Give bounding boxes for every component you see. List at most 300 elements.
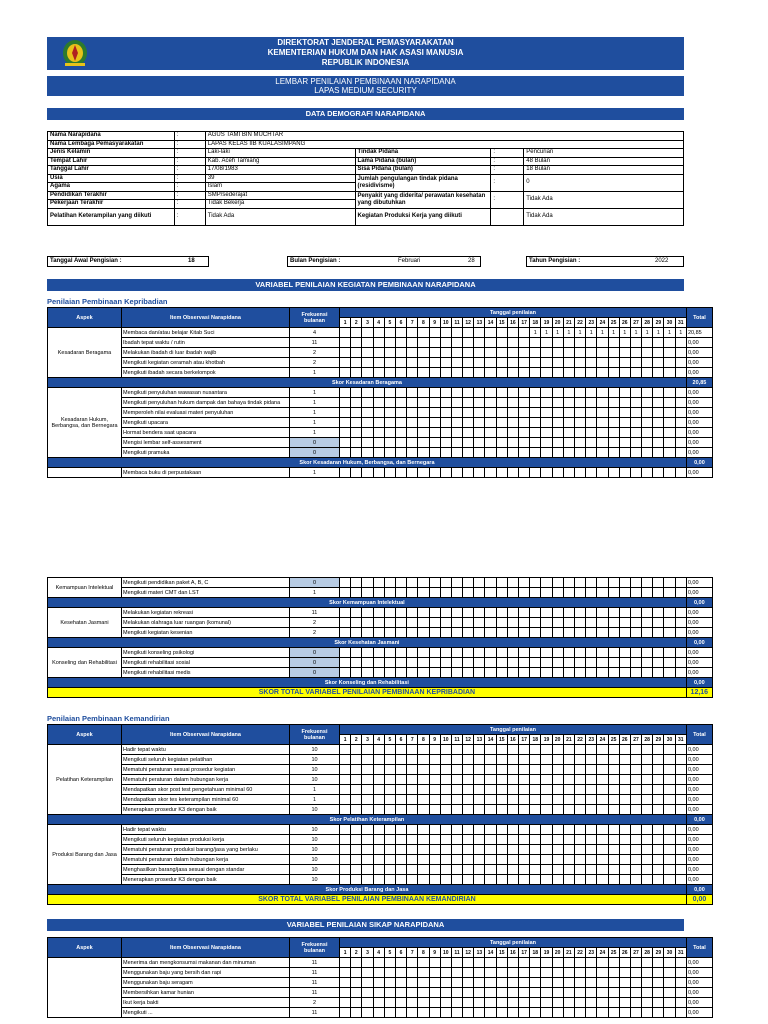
day-cell[interactable]	[507, 448, 518, 458]
day-cell[interactable]	[418, 765, 429, 775]
day-cell[interactable]	[451, 855, 462, 865]
day-cell[interactable]	[519, 755, 530, 765]
day-cell[interactable]	[653, 448, 664, 458]
day-cell[interactable]	[496, 588, 507, 598]
day-cell[interactable]	[351, 428, 362, 438]
day-cell[interactable]	[586, 368, 597, 378]
day-cell[interactable]	[496, 428, 507, 438]
day-cell[interactable]	[362, 805, 373, 815]
day-cell[interactable]	[530, 618, 541, 628]
day-cell[interactable]	[563, 988, 574, 998]
day-cell[interactable]	[474, 998, 485, 1008]
day-cell[interactable]	[608, 988, 619, 998]
day-cell[interactable]	[474, 408, 485, 418]
day-cell[interactable]	[451, 418, 462, 428]
day-cell[interactable]	[362, 835, 373, 845]
day-cell[interactable]	[608, 368, 619, 378]
day-cell[interactable]	[485, 628, 496, 638]
day-cell[interactable]	[507, 998, 518, 1008]
day-cell[interactable]	[496, 865, 507, 875]
day-cell[interactable]	[642, 775, 653, 785]
day-cell[interactable]	[351, 775, 362, 785]
day-cell[interactable]	[362, 765, 373, 775]
day-cell[interactable]	[530, 875, 541, 885]
day-cell[interactable]	[519, 795, 530, 805]
day-cell[interactable]	[340, 438, 351, 448]
day-cell[interactable]	[451, 765, 462, 775]
day-cell[interactable]	[440, 745, 451, 755]
day-cell[interactable]	[597, 968, 608, 978]
day-cell[interactable]	[507, 775, 518, 785]
day-cell[interactable]	[485, 988, 496, 998]
day-cell[interactable]	[407, 988, 418, 998]
day-cell[interactable]	[440, 998, 451, 1008]
day-cell[interactable]	[496, 845, 507, 855]
day-cell[interactable]	[373, 805, 384, 815]
day-cell[interactable]	[664, 835, 675, 845]
day-cell[interactable]	[474, 968, 485, 978]
day-cell[interactable]	[395, 805, 406, 815]
day-cell[interactable]	[384, 668, 395, 678]
day-cell[interactable]	[440, 438, 451, 448]
day-cell[interactable]	[384, 765, 395, 775]
day-cell[interactable]	[519, 978, 530, 988]
day-cell[interactable]	[407, 388, 418, 398]
day-cell[interactable]	[496, 448, 507, 458]
day-cell[interactable]	[485, 428, 496, 438]
day-cell[interactable]	[664, 1008, 675, 1018]
day-cell[interactable]	[675, 608, 686, 618]
day-cell[interactable]	[440, 628, 451, 638]
day-cell[interactable]	[541, 968, 552, 978]
day-cell[interactable]	[653, 338, 664, 348]
day-cell[interactable]	[474, 618, 485, 628]
day-cell[interactable]	[541, 428, 552, 438]
day-cell[interactable]	[451, 755, 462, 765]
day-cell[interactable]	[474, 765, 485, 775]
day-cell[interactable]	[418, 845, 429, 855]
day-cell[interactable]	[440, 795, 451, 805]
day-cell[interactable]	[440, 358, 451, 368]
day-cell[interactable]	[608, 338, 619, 348]
day-cell[interactable]	[351, 875, 362, 885]
day-cell[interactable]	[608, 775, 619, 785]
day-cell[interactable]	[440, 388, 451, 398]
day-cell[interactable]	[496, 578, 507, 588]
day-cell[interactable]	[463, 438, 474, 448]
day-cell[interactable]	[530, 608, 541, 618]
day-cell[interactable]	[362, 658, 373, 668]
day-cell[interactable]	[418, 795, 429, 805]
day-cell[interactable]	[675, 418, 686, 428]
day-cell[interactable]	[519, 608, 530, 618]
day-cell[interactable]	[586, 865, 597, 875]
day-cell[interactable]	[451, 368, 462, 378]
day-cell[interactable]	[474, 825, 485, 835]
day-cell[interactable]	[597, 745, 608, 755]
day-cell[interactable]	[463, 358, 474, 368]
day-cell[interactable]	[496, 875, 507, 885]
day-cell[interactable]	[429, 428, 440, 438]
day-cell[interactable]	[362, 795, 373, 805]
day-cell[interactable]	[373, 658, 384, 668]
day-cell[interactable]	[373, 775, 384, 785]
day-cell[interactable]	[597, 628, 608, 638]
day-cell[interactable]	[451, 608, 462, 618]
day-cell[interactable]	[362, 998, 373, 1008]
day-cell[interactable]	[451, 628, 462, 638]
day-cell[interactable]	[474, 588, 485, 598]
day-cell[interactable]	[463, 958, 474, 968]
day-cell[interactable]	[395, 958, 406, 968]
day-cell[interactable]	[586, 648, 597, 658]
day-cell[interactable]	[675, 978, 686, 988]
day-cell[interactable]	[496, 745, 507, 755]
day-cell[interactable]	[586, 845, 597, 855]
day-cell[interactable]	[373, 855, 384, 865]
day-cell[interactable]	[440, 658, 451, 668]
day-cell[interactable]	[395, 398, 406, 408]
day-cell[interactable]	[664, 578, 675, 588]
day-cell[interactable]	[395, 785, 406, 795]
day-cell[interactable]	[619, 835, 630, 845]
day-cell[interactable]	[642, 988, 653, 998]
day-cell[interactable]	[407, 408, 418, 418]
tahun-value[interactable]: 2022	[655, 258, 669, 264]
day-cell[interactable]	[619, 795, 630, 805]
day-cell[interactable]	[351, 438, 362, 448]
day-cell[interactable]	[586, 875, 597, 885]
day-cell[interactable]	[384, 958, 395, 968]
day-cell[interactable]	[395, 358, 406, 368]
day-cell[interactable]	[485, 978, 496, 988]
day-cell[interactable]	[675, 428, 686, 438]
day-cell[interactable]	[541, 358, 552, 368]
day-cell[interactable]	[653, 875, 664, 885]
day-cell[interactable]	[574, 608, 585, 618]
day-cell[interactable]	[653, 845, 664, 855]
day-cell[interactable]	[351, 845, 362, 855]
day-cell[interactable]	[630, 578, 641, 588]
day-cell[interactable]	[630, 658, 641, 668]
day-cell[interactable]	[552, 845, 563, 855]
day-cell[interactable]	[440, 785, 451, 795]
day-cell[interactable]	[642, 448, 653, 458]
day-cell[interactable]	[597, 438, 608, 448]
day-cell[interactable]	[362, 628, 373, 638]
day-cell[interactable]	[597, 988, 608, 998]
day-cell[interactable]	[440, 825, 451, 835]
day-cell[interactable]	[429, 338, 440, 348]
day-cell[interactable]: 1	[642, 328, 653, 338]
day-cell[interactable]	[653, 388, 664, 398]
day-cell[interactable]	[630, 588, 641, 598]
day-cell[interactable]	[608, 865, 619, 875]
day-cell[interactable]	[642, 648, 653, 658]
day-cell[interactable]	[340, 328, 351, 338]
day-cell[interactable]	[563, 418, 574, 428]
day-cell[interactable]	[395, 835, 406, 845]
day-cell[interactable]	[563, 608, 574, 618]
day-cell[interactable]	[407, 648, 418, 658]
day-cell[interactable]	[407, 755, 418, 765]
day-cell[interactable]	[485, 805, 496, 815]
day-cell[interactable]	[541, 865, 552, 875]
day-cell[interactable]	[496, 358, 507, 368]
day-cell[interactable]	[429, 785, 440, 795]
day-cell[interactable]	[373, 328, 384, 338]
day-cell[interactable]	[496, 628, 507, 638]
day-cell[interactable]	[440, 588, 451, 598]
day-cell[interactable]	[496, 968, 507, 978]
day-cell[interactable]	[653, 618, 664, 628]
day-cell[interactable]	[563, 845, 574, 855]
day-cell[interactable]	[429, 358, 440, 368]
day-cell[interactable]	[608, 408, 619, 418]
day-cell[interactable]	[642, 875, 653, 885]
day-cell[interactable]	[653, 795, 664, 805]
day-cell[interactable]	[451, 875, 462, 885]
day-cell[interactable]	[630, 775, 641, 785]
day-cell[interactable]	[574, 978, 585, 988]
day-cell[interactable]	[463, 745, 474, 755]
day-cell[interactable]	[340, 398, 351, 408]
day-cell[interactable]	[541, 1008, 552, 1018]
day-cell[interactable]	[664, 408, 675, 418]
day-cell[interactable]	[653, 1008, 664, 1018]
day-cell[interactable]	[451, 448, 462, 458]
day-cell[interactable]	[474, 805, 485, 815]
day-cell[interactable]	[474, 785, 485, 795]
day-cell[interactable]	[440, 578, 451, 588]
day-cell[interactable]	[463, 428, 474, 438]
day-cell[interactable]	[642, 745, 653, 755]
day-cell[interactable]	[373, 448, 384, 458]
day-cell[interactable]	[429, 755, 440, 765]
day-cell[interactable]	[395, 578, 406, 588]
day-cell[interactable]	[519, 775, 530, 785]
day-cell[interactable]	[642, 618, 653, 628]
day-cell[interactable]	[597, 388, 608, 398]
day-cell[interactable]	[463, 578, 474, 588]
day-cell[interactable]	[351, 608, 362, 618]
day-cell[interactable]	[362, 408, 373, 418]
day-cell[interactable]	[418, 578, 429, 588]
tanggal-awal-value[interactable]: 18	[188, 258, 195, 264]
day-cell[interactable]	[586, 755, 597, 765]
day-cell[interactable]	[597, 755, 608, 765]
day-cell[interactable]	[597, 835, 608, 845]
day-cell[interactable]	[519, 658, 530, 668]
day-cell[interactable]	[485, 388, 496, 398]
day-cell[interactable]	[474, 855, 485, 865]
day-cell[interactable]	[608, 438, 619, 448]
day-cell[interactable]	[675, 865, 686, 875]
day-cell[interactable]	[597, 648, 608, 658]
day-cell[interactable]	[351, 835, 362, 845]
day-cell[interactable]	[418, 658, 429, 668]
day-cell[interactable]	[619, 755, 630, 765]
day-cell[interactable]	[519, 998, 530, 1008]
day-cell[interactable]	[586, 978, 597, 988]
day-cell[interactable]	[429, 668, 440, 678]
day-cell[interactable]	[395, 328, 406, 338]
day-cell[interactable]	[507, 1008, 518, 1018]
day-cell[interactable]	[630, 958, 641, 968]
day-cell[interactable]	[619, 338, 630, 348]
day-cell[interactable]	[507, 408, 518, 418]
day-cell[interactable]	[630, 338, 641, 348]
day-cell[interactable]	[463, 388, 474, 398]
day-cell[interactable]	[630, 765, 641, 775]
day-cell[interactable]	[563, 428, 574, 438]
day-cell[interactable]	[395, 1008, 406, 1018]
day-cell[interactable]	[485, 328, 496, 338]
day-cell[interactable]	[619, 348, 630, 358]
day-cell[interactable]	[407, 348, 418, 358]
day-cell[interactable]: 1	[664, 328, 675, 338]
day-cell[interactable]	[563, 968, 574, 978]
day-cell[interactable]	[407, 835, 418, 845]
day-cell[interactable]	[675, 855, 686, 865]
day-cell[interactable]	[496, 825, 507, 835]
day-cell[interactable]	[418, 855, 429, 865]
day-cell[interactable]	[519, 428, 530, 438]
day-cell[interactable]	[552, 795, 563, 805]
day-cell[interactable]	[530, 668, 541, 678]
day-cell[interactable]	[675, 618, 686, 628]
day-cell[interactable]	[340, 608, 351, 618]
day-cell[interactable]	[440, 988, 451, 998]
day-cell[interactable]: 1	[541, 328, 552, 338]
day-cell[interactable]	[675, 448, 686, 458]
day-cell[interactable]	[384, 588, 395, 598]
day-cell[interactable]	[474, 348, 485, 358]
day-cell[interactable]	[597, 588, 608, 598]
day-cell[interactable]	[519, 785, 530, 795]
day-cell[interactable]	[395, 745, 406, 755]
day-cell[interactable]	[574, 845, 585, 855]
day-cell[interactable]	[574, 825, 585, 835]
day-cell[interactable]	[597, 668, 608, 678]
day-cell[interactable]	[608, 805, 619, 815]
day-cell[interactable]	[384, 1008, 395, 1018]
day-cell[interactable]	[608, 388, 619, 398]
day-cell[interactable]	[373, 968, 384, 978]
day-cell[interactable]	[530, 998, 541, 1008]
day-cell[interactable]: 1	[619, 328, 630, 338]
day-cell[interactable]	[541, 368, 552, 378]
day-cell[interactable]	[407, 855, 418, 865]
day-cell[interactable]	[675, 998, 686, 1008]
day-cell[interactable]	[407, 628, 418, 638]
day-cell[interactable]	[574, 745, 585, 755]
day-cell[interactable]	[440, 1008, 451, 1018]
day-cell[interactable]	[675, 668, 686, 678]
day-cell[interactable]	[619, 658, 630, 668]
day-cell[interactable]	[675, 775, 686, 785]
day-cell[interactable]	[630, 618, 641, 628]
day-cell[interactable]	[530, 588, 541, 598]
day-cell[interactable]	[418, 775, 429, 785]
day-cell[interactable]	[574, 795, 585, 805]
day-cell[interactable]	[630, 348, 641, 358]
day-cell[interactable]	[552, 658, 563, 668]
day-cell[interactable]	[653, 418, 664, 428]
day-cell[interactable]	[362, 648, 373, 658]
day-cell[interactable]	[630, 865, 641, 875]
day-cell[interactable]	[384, 608, 395, 618]
day-cell[interactable]	[619, 438, 630, 448]
day-cell[interactable]	[485, 608, 496, 618]
day-cell[interactable]	[608, 968, 619, 978]
day-cell[interactable]	[552, 835, 563, 845]
day-cell[interactable]	[429, 418, 440, 428]
day-cell[interactable]	[507, 358, 518, 368]
day-cell[interactable]	[440, 668, 451, 678]
day-cell[interactable]	[675, 988, 686, 998]
day-cell[interactable]	[440, 648, 451, 658]
day-cell[interactable]	[384, 825, 395, 835]
day-cell[interactable]	[463, 368, 474, 378]
day-cell[interactable]	[552, 438, 563, 448]
day-cell[interactable]	[586, 388, 597, 398]
day-cell[interactable]	[519, 588, 530, 598]
day-cell[interactable]	[619, 368, 630, 378]
day-cell[interactable]	[563, 448, 574, 458]
day-cell[interactable]	[563, 388, 574, 398]
day-cell[interactable]	[384, 618, 395, 628]
day-cell[interactable]	[586, 418, 597, 428]
day-cell[interactable]	[351, 408, 362, 418]
day-cell[interactable]	[474, 398, 485, 408]
day-cell[interactable]	[373, 588, 384, 598]
day-cell[interactable]	[384, 418, 395, 428]
day-cell[interactable]	[496, 958, 507, 968]
day-cell[interactable]	[373, 608, 384, 618]
day-cell[interactable]	[653, 998, 664, 1008]
day-cell[interactable]	[429, 765, 440, 775]
day-cell[interactable]	[463, 988, 474, 998]
day-cell[interactable]	[597, 998, 608, 1008]
day-cell[interactable]	[373, 418, 384, 428]
day-cell[interactable]	[675, 825, 686, 835]
day-cell[interactable]	[541, 875, 552, 885]
day-cell[interactable]	[530, 988, 541, 998]
day-cell[interactable]	[653, 608, 664, 618]
day-cell[interactable]	[507, 988, 518, 998]
day-cell[interactable]	[496, 1008, 507, 1018]
day-cell[interactable]	[440, 875, 451, 885]
day-cell[interactable]	[507, 428, 518, 438]
day-cell[interactable]	[630, 845, 641, 855]
day-cell[interactable]	[642, 1008, 653, 1018]
day-cell[interactable]	[597, 795, 608, 805]
day-cell[interactable]	[507, 958, 518, 968]
day-cell[interactable]	[451, 398, 462, 408]
day-cell[interactable]	[407, 588, 418, 598]
day-cell[interactable]	[407, 618, 418, 628]
day-cell[interactable]	[541, 668, 552, 678]
day-cell[interactable]	[519, 1008, 530, 1018]
day-cell[interactable]	[451, 338, 462, 348]
day-cell[interactable]	[384, 998, 395, 1008]
day-cell[interactable]	[608, 398, 619, 408]
day-cell[interactable]	[563, 628, 574, 638]
day-cell[interactable]	[463, 448, 474, 458]
day-cell[interactable]	[407, 958, 418, 968]
day-cell[interactable]	[630, 428, 641, 438]
